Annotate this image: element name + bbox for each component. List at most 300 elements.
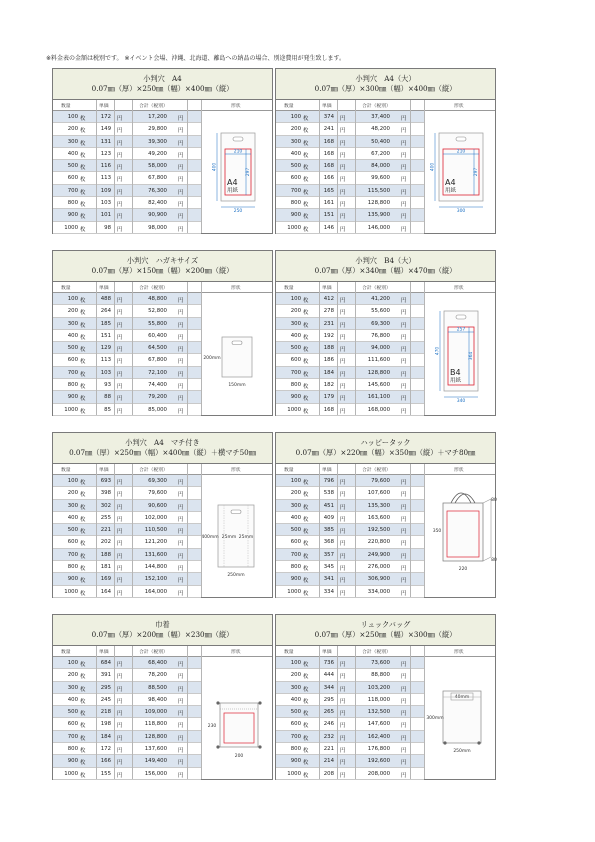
column-divider	[355, 646, 356, 779]
total-price: 164,000	[144, 588, 167, 595]
unit-price: 357	[323, 551, 334, 558]
quantity: 600	[67, 721, 78, 728]
quantity: 200	[67, 308, 78, 315]
svg-text:40mm: 40mm	[454, 695, 470, 700]
quantity: 1000	[287, 224, 301, 231]
currency-label: 円	[401, 396, 407, 403]
product-title: 小判穴 B4（大）	[355, 256, 416, 265]
currency-label: 円	[340, 298, 346, 304]
currency-label: 円	[178, 177, 184, 184]
table-row	[276, 743, 424, 755]
svg-text:350: 350	[432, 529, 442, 534]
currency-label: 円	[178, 396, 184, 403]
currency-label: 円	[340, 202, 346, 209]
column-headers	[53, 646, 272, 657]
column-divider	[355, 100, 356, 233]
unit-label: 枚	[303, 553, 309, 560]
unit-label: 枚	[80, 165, 86, 172]
table-row	[53, 475, 201, 487]
quantity: 1000	[287, 770, 301, 777]
table-row	[276, 694, 424, 706]
unit-label: 枚	[80, 553, 86, 560]
currency-label: 円	[340, 529, 346, 536]
table-row	[53, 706, 201, 718]
unit-price: 168	[323, 406, 334, 413]
quantity: 100	[67, 478, 78, 484]
header-qty: 数量	[284, 468, 294, 473]
currency-label: 円	[340, 578, 346, 585]
unit-price: 129	[100, 345, 111, 352]
unit-price: 85	[104, 406, 111, 413]
total-price: 118,800	[144, 721, 167, 728]
header-shape: 形状	[231, 104, 241, 109]
bag-shape-diagram	[202, 293, 274, 416]
unit-label: 枚	[80, 371, 86, 378]
currency-label: 円	[178, 128, 184, 135]
header-qty: 数量	[61, 286, 71, 291]
currency-label: 円	[401, 116, 407, 122]
quantity: 600	[290, 539, 301, 546]
unit-price: 188	[323, 345, 334, 352]
table-row	[53, 536, 201, 548]
svg-text:A4: A4	[445, 178, 456, 187]
unit-price: 88	[104, 394, 111, 401]
currency-label: 円	[178, 334, 184, 341]
total-price: 67,200	[371, 150, 390, 157]
currency-label: 円	[340, 371, 346, 378]
currency-label: 円	[340, 116, 346, 122]
currency-label: 円	[340, 128, 346, 135]
svg-text:210: 210	[456, 149, 466, 155]
table-row	[276, 404, 424, 416]
unit-label: 枚	[303, 529, 309, 536]
unit-price: 151	[100, 332, 111, 339]
total-price: 55,800	[148, 320, 167, 327]
table-row	[276, 549, 424, 561]
table-row	[53, 330, 201, 342]
product-spec: 0.07㎜（厚）×250㎜（幅）×300㎜（縦）	[314, 630, 457, 639]
svg-text:150mm: 150mm	[228, 383, 246, 388]
unit-label: 枚	[80, 772, 86, 779]
quantity: 800	[67, 200, 78, 207]
quantity: 700	[67, 187, 78, 194]
total-price: 161,100	[367, 394, 390, 401]
svg-text:400: 400	[430, 162, 436, 172]
unit-label: 枚	[80, 202, 86, 209]
currency-label: 円	[401, 371, 407, 378]
quantity: 100	[290, 114, 301, 120]
unit-label: 枚	[303, 492, 309, 499]
currency-label: 円	[117, 578, 123, 585]
column-divider	[114, 464, 115, 597]
quantity: 600	[67, 539, 78, 546]
currency-label: 円	[340, 480, 346, 486]
column-divider	[132, 282, 133, 415]
unit-price: 385	[323, 527, 334, 534]
unit-price: 409	[323, 514, 334, 521]
column-divider	[96, 100, 97, 233]
unit-price: 151	[323, 212, 334, 219]
total-price: 90,600	[148, 502, 167, 509]
table-row	[53, 404, 201, 416]
currency-label: 円	[401, 359, 407, 366]
panel-header	[53, 615, 272, 646]
table-row	[276, 197, 424, 209]
table-row	[53, 185, 201, 197]
currency-label: 円	[178, 226, 184, 233]
quantity: 600	[290, 357, 301, 364]
currency-label: 円	[401, 140, 407, 147]
unit-label: 枚	[80, 347, 86, 354]
panel-header	[276, 615, 495, 646]
unit-price: 103	[100, 200, 111, 207]
column-divider	[410, 464, 411, 597]
currency-label: 円	[117, 165, 123, 172]
currency-label: 円	[340, 662, 346, 668]
svg-text:250: 250	[233, 209, 243, 214]
tax-note: ※料金表の金額は税別です。 ※イベント会場、沖縄、北海道、離島への納品の場合、別途費用が発生致します。	[46, 55, 346, 62]
table-row	[53, 512, 201, 524]
quantity: 500	[67, 709, 78, 716]
unit-price: 374	[323, 114, 334, 120]
header-qty: 数量	[284, 650, 294, 655]
quantity: 500	[290, 527, 301, 534]
currency-label: 円	[178, 578, 184, 585]
currency-label: 円	[178, 711, 184, 718]
unit-price: 198	[100, 721, 111, 728]
quantity: 900	[67, 212, 78, 219]
table-row	[276, 185, 424, 197]
quantity: 700	[290, 187, 301, 194]
currency-label: 円	[178, 298, 184, 304]
table-row	[53, 549, 201, 561]
table-row	[276, 379, 424, 391]
currency-label: 円	[178, 140, 184, 147]
header-unit-price: 単価	[99, 650, 109, 655]
total-price: 135,900	[367, 212, 390, 219]
price-panel	[275, 68, 496, 234]
unit-label: 枚	[80, 662, 86, 668]
header-total: 合計（税別）	[362, 286, 391, 291]
currency-label: 円	[340, 177, 346, 184]
currency-label: 円	[178, 384, 184, 391]
unit-price: 368	[323, 539, 334, 546]
currency-label: 円	[117, 116, 123, 122]
svg-text:用紙: 用紙	[450, 378, 462, 384]
unit-label: 枚	[303, 396, 309, 403]
bag-shape-diagram	[202, 111, 274, 234]
table-row	[53, 354, 201, 366]
quantity: 700	[290, 733, 301, 740]
table-row	[276, 536, 424, 548]
currency-label: 円	[178, 698, 184, 705]
quantity: 400	[67, 696, 78, 703]
svg-text:400: 400	[212, 162, 218, 172]
unit-label: 枚	[80, 698, 86, 705]
unit-price: 169	[100, 576, 111, 583]
table-row	[53, 561, 201, 573]
quantity: 500	[67, 163, 78, 170]
table-row	[276, 305, 424, 317]
quantity: 600	[290, 721, 301, 728]
table-row	[276, 293, 424, 305]
unit-price: 391	[100, 672, 111, 679]
header-qty: 数量	[61, 468, 71, 473]
currency-label: 円	[401, 698, 407, 705]
quantity: 300	[290, 684, 301, 691]
total-price: 69,300	[371, 320, 390, 327]
unit-price: 149	[100, 126, 111, 133]
column-divider	[132, 100, 133, 233]
currency-label: 円	[178, 214, 184, 221]
currency-label: 円	[117, 347, 123, 354]
currency-label: 円	[401, 529, 407, 536]
unit-label: 枚	[303, 711, 309, 718]
currency-label: 円	[401, 298, 407, 304]
currency-label: 円	[178, 116, 184, 122]
unit-price: 295	[323, 696, 334, 703]
table-row	[53, 160, 201, 172]
quantity: 700	[67, 733, 78, 740]
unit-label: 枚	[303, 152, 309, 159]
currency-label: 円	[117, 492, 123, 499]
table-row	[53, 391, 201, 403]
column-headers	[276, 646, 495, 657]
unit-price: 221	[100, 527, 111, 534]
table-row	[53, 524, 201, 536]
unit-price: 202	[100, 539, 111, 546]
svg-text:25mm: 25mm	[221, 535, 237, 540]
unit-label: 枚	[303, 165, 309, 172]
table-row	[276, 561, 424, 573]
unit-label: 枚	[80, 735, 86, 742]
unit-price: 109	[100, 187, 111, 194]
currency-label: 円	[340, 735, 346, 742]
currency-label: 円	[340, 748, 346, 755]
unit-price: 246	[323, 721, 334, 728]
quantity: 500	[290, 345, 301, 352]
currency-label: 円	[117, 384, 123, 391]
table-row	[276, 586, 424, 598]
unit-label: 枚	[80, 541, 86, 548]
currency-label: 円	[117, 214, 123, 221]
unit-price: 146	[323, 224, 334, 231]
quantity: 100	[290, 296, 301, 302]
currency-label: 円	[401, 553, 407, 560]
unit-price: 182	[323, 382, 334, 389]
unit-price: 302	[100, 502, 111, 509]
currency-label: 円	[178, 359, 184, 366]
currency-label: 円	[401, 322, 407, 329]
unit-label: 枚	[303, 347, 309, 354]
table-row	[276, 222, 424, 234]
column-divider	[132, 646, 133, 779]
quantity: 100	[67, 114, 78, 120]
quantity: 900	[67, 576, 78, 583]
table-row	[276, 318, 424, 330]
svg-text:用紙: 用紙	[445, 188, 457, 194]
currency-label: 円	[117, 698, 123, 705]
header-shape: 形状	[454, 104, 464, 109]
total-price: 85,000	[148, 406, 167, 413]
table-row	[53, 657, 201, 669]
total-price: 146,000	[367, 224, 390, 231]
currency-label: 円	[117, 140, 123, 147]
unit-price: 192	[323, 332, 334, 339]
unit-label: 枚	[80, 310, 86, 317]
quantity: 900	[290, 576, 301, 583]
currency-label: 円	[178, 408, 184, 415]
total-price: 144,800	[144, 564, 167, 571]
unit-label: 枚	[80, 480, 86, 486]
currency-label: 円	[340, 322, 346, 329]
quantity: 200	[67, 490, 78, 497]
currency-label: 円	[401, 516, 407, 523]
svg-text:25mm: 25mm	[238, 535, 254, 540]
column-divider	[96, 646, 97, 779]
unit-label: 枚	[303, 189, 309, 196]
unit-label: 枚	[303, 662, 309, 668]
total-price: 29,800	[148, 126, 167, 133]
table-row	[53, 222, 201, 234]
table-row	[53, 500, 201, 512]
header-shape: 形状	[231, 468, 241, 473]
unit-price: 185	[100, 320, 111, 327]
unit-price: 101	[100, 212, 111, 219]
header-total: 合計（税別）	[139, 104, 168, 109]
total-price: 107,600	[367, 490, 390, 497]
column-divider	[410, 646, 411, 779]
unit-price: 344	[323, 684, 334, 691]
price-panel	[275, 250, 496, 416]
currency-label: 円	[178, 322, 184, 329]
currency-label: 円	[401, 723, 407, 730]
total-price: 88,800	[371, 672, 390, 679]
total-price: 306,900	[367, 576, 390, 583]
table-row	[276, 367, 424, 379]
table-row	[53, 123, 201, 135]
quantity: 1000	[64, 770, 78, 777]
currency-label: 円	[117, 529, 123, 536]
total-price: 249,900	[367, 551, 390, 558]
table-row	[53, 197, 201, 209]
total-price: 334,000	[367, 588, 390, 595]
table-row	[276, 500, 424, 512]
unit-label: 枚	[80, 529, 86, 536]
quantity: 1000	[287, 588, 301, 595]
panel-header	[53, 433, 272, 464]
unit-label: 枚	[80, 322, 86, 329]
quantity: 900	[67, 394, 78, 401]
column-headers	[53, 282, 272, 293]
unit-price: 345	[323, 564, 334, 571]
total-price: 79,600	[148, 490, 167, 497]
product-spec: 0.07㎜（厚）×250㎜（幅）×400㎜（縦）	[91, 84, 234, 93]
svg-text:80: 80	[491, 498, 497, 503]
product-title: リュックバッグ	[360, 620, 411, 629]
currency-label: 円	[401, 384, 407, 391]
quantity: 100	[290, 660, 301, 666]
unit-price: 278	[323, 308, 334, 315]
header-total: 合計（税別）	[139, 468, 168, 473]
column-divider	[187, 646, 188, 779]
total-price: 67,800	[148, 175, 167, 182]
unit-label: 枚	[303, 772, 309, 779]
currency-label: 円	[340, 396, 346, 403]
unit-price: 168	[323, 150, 334, 157]
table-row	[276, 682, 424, 694]
column-headers	[276, 282, 495, 293]
column-headers	[276, 464, 495, 475]
header-qty: 数量	[61, 104, 71, 109]
currency-label: 円	[340, 686, 346, 693]
unit-price: 116	[100, 163, 111, 170]
total-price: 208,000	[367, 770, 390, 777]
svg-text:A4: A4	[227, 178, 238, 187]
currency-label: 円	[401, 165, 407, 172]
total-price: 276,000	[367, 564, 390, 571]
unit-price: 155	[100, 770, 111, 777]
currency-label: 円	[178, 686, 184, 693]
total-price: 121,200	[144, 539, 167, 546]
currency-label: 円	[117, 189, 123, 196]
total-price: 73,600	[371, 660, 390, 666]
header-unit-price: 単価	[322, 104, 332, 109]
quantity: 100	[290, 478, 301, 484]
unit-label: 枚	[303, 140, 309, 147]
quantity: 100	[67, 296, 78, 302]
unit-label: 枚	[303, 748, 309, 755]
currency-label: 円	[340, 408, 346, 415]
quantity: 1000	[64, 588, 78, 595]
column-divider	[114, 100, 115, 233]
unit-label: 枚	[303, 735, 309, 742]
total-price: 74,400	[148, 382, 167, 389]
quantity: 500	[67, 345, 78, 352]
total-price: 78,200	[148, 672, 167, 679]
header-unit-price: 単価	[322, 468, 332, 473]
quantity: 200	[67, 126, 78, 133]
table-row	[276, 391, 424, 403]
unit-price: 113	[100, 175, 111, 182]
table-row	[276, 111, 424, 123]
column-divider	[114, 282, 115, 415]
table-row	[276, 160, 424, 172]
header-unit-price: 単価	[99, 286, 109, 291]
currency-label: 円	[401, 310, 407, 317]
unit-price: 123	[100, 150, 111, 157]
header-qty: 数量	[284, 104, 294, 109]
total-price: 90,900	[148, 212, 167, 219]
currency-label: 円	[178, 310, 184, 317]
currency-label: 円	[117, 504, 123, 511]
currency-label: 円	[117, 408, 123, 415]
total-price: 131,600	[144, 551, 167, 558]
currency-label: 円	[401, 760, 407, 767]
table-row	[53, 293, 201, 305]
unit-label: 枚	[303, 590, 309, 597]
quantity: 1000	[64, 406, 78, 413]
quantity: 300	[67, 320, 78, 327]
currency-label: 円	[401, 566, 407, 573]
unit-label: 枚	[80, 334, 86, 341]
total-price: 76,800	[371, 332, 390, 339]
unit-label: 枚	[303, 504, 309, 511]
table-row	[53, 743, 201, 755]
currency-label: 円	[401, 541, 407, 548]
quantity: 900	[290, 394, 301, 401]
total-price: 41,200	[371, 296, 390, 302]
